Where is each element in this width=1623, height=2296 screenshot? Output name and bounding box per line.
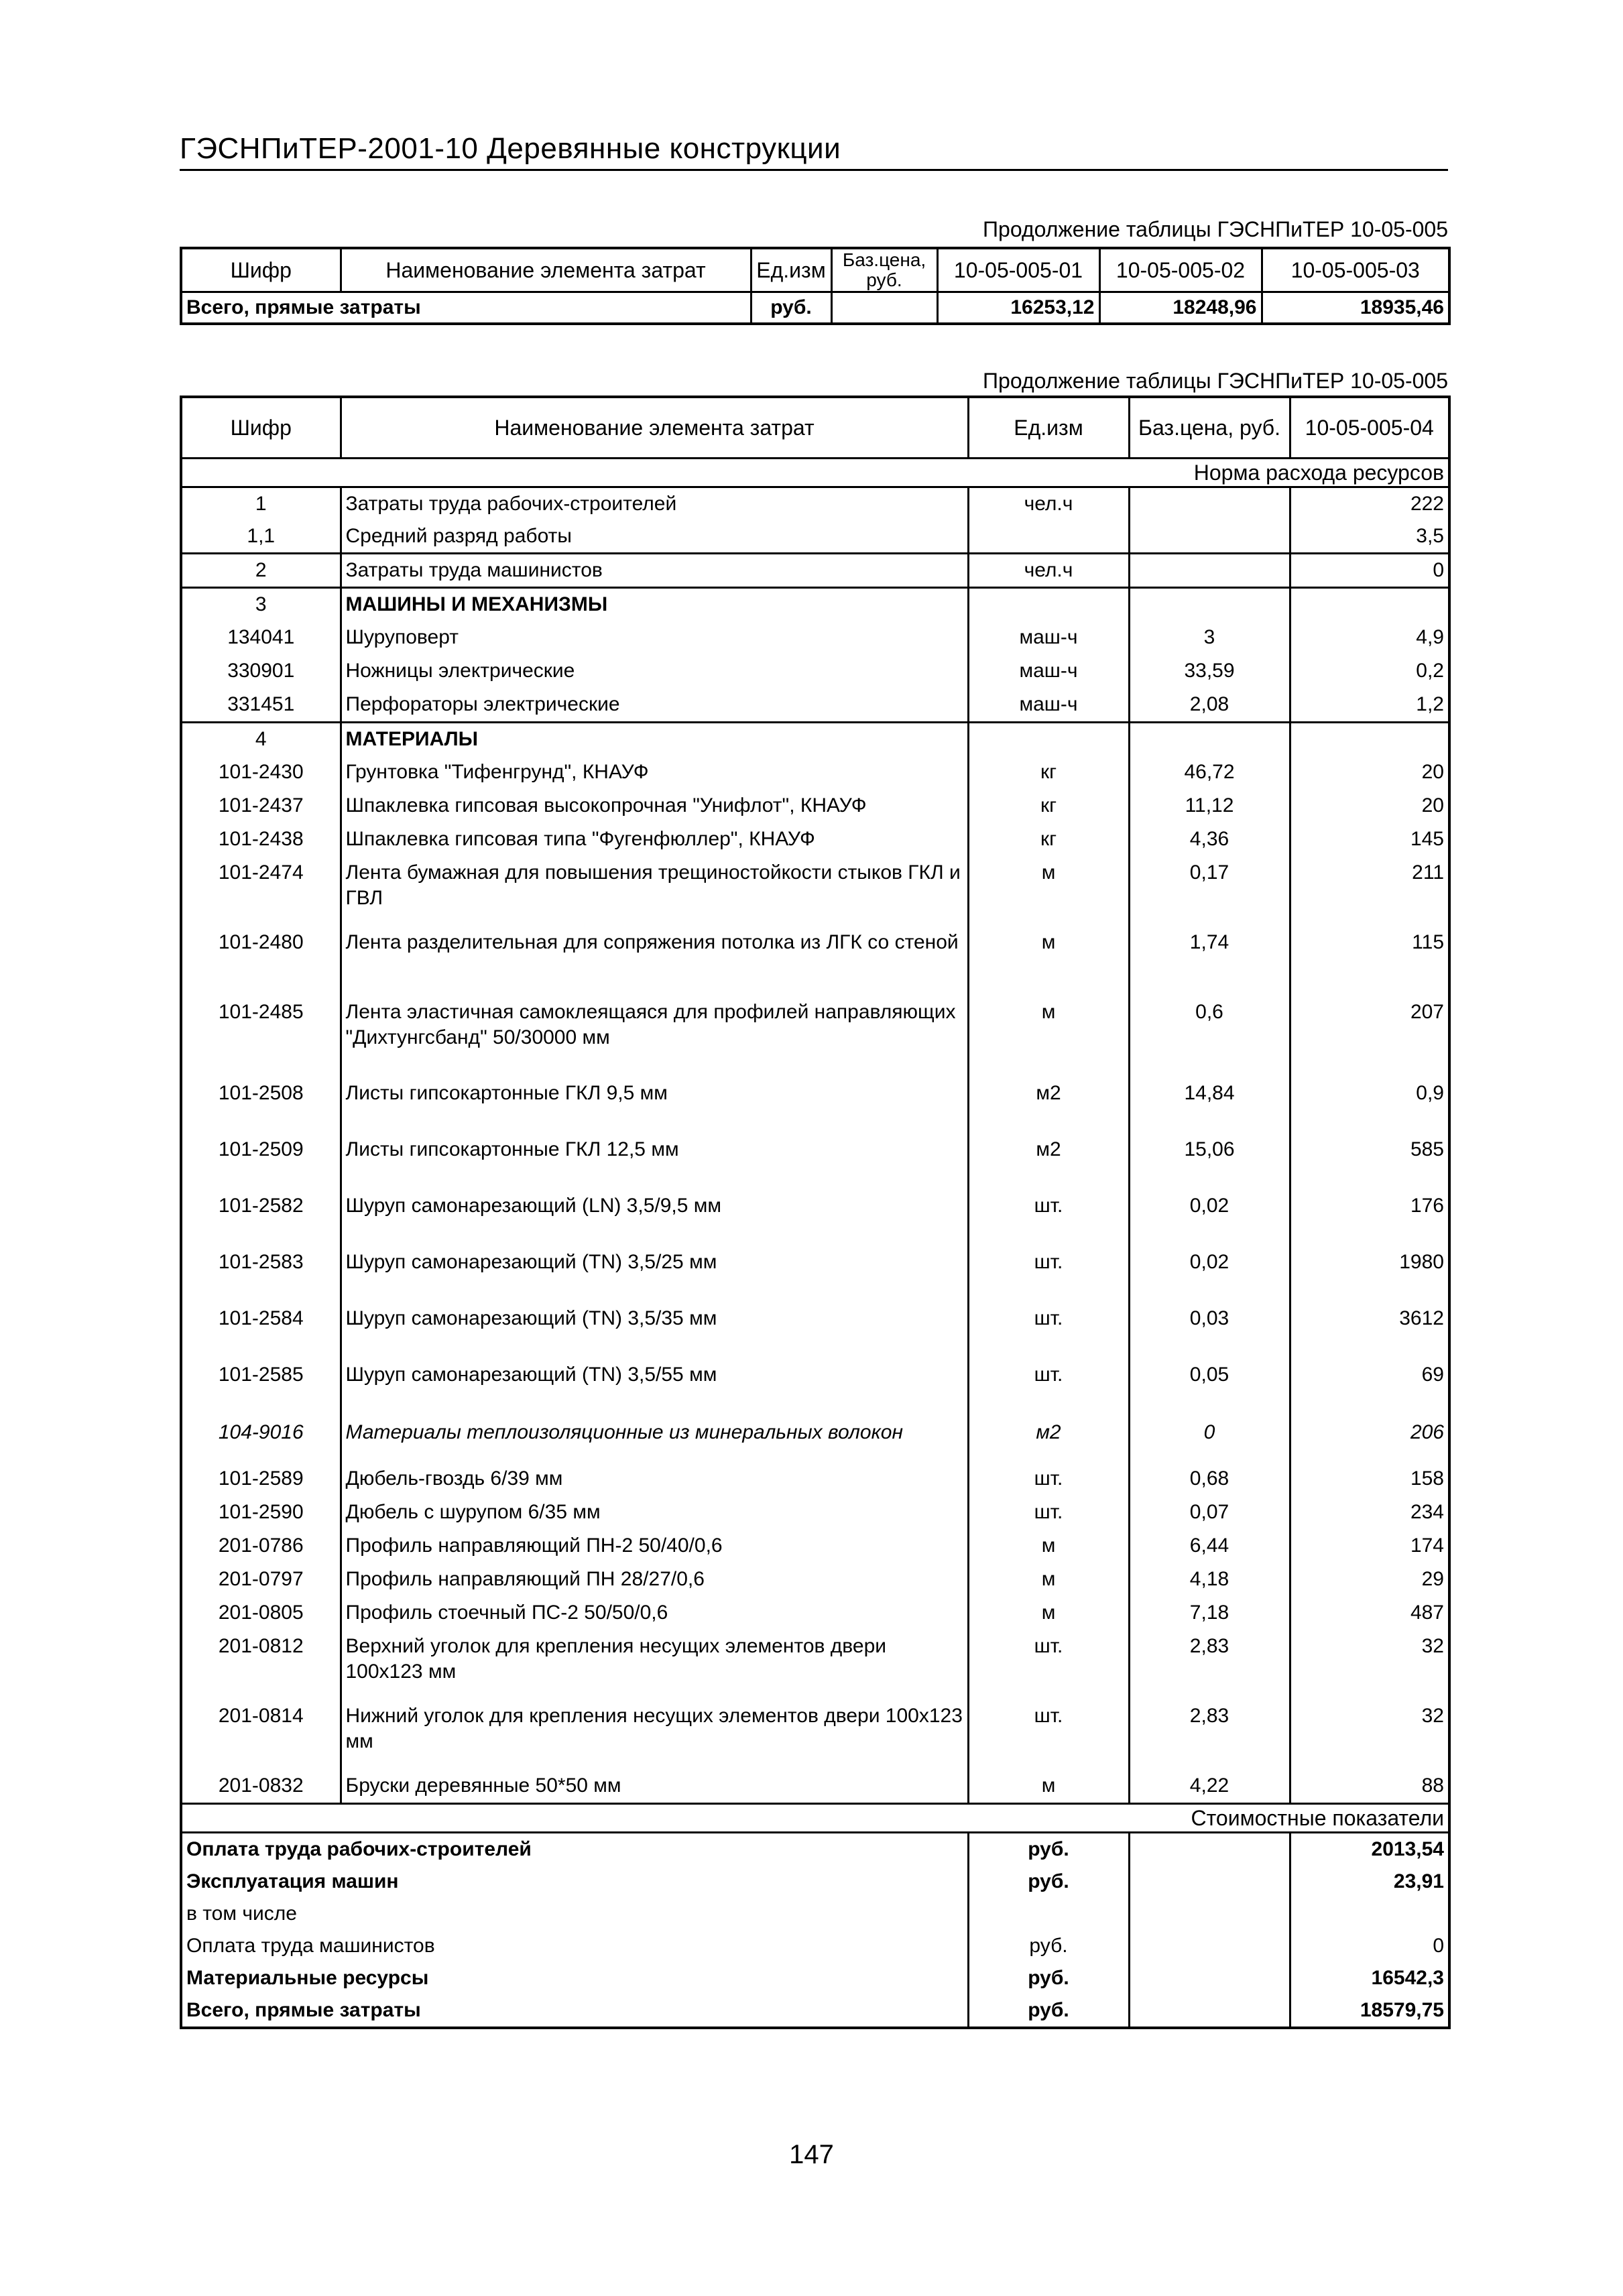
summary-value: 18579,75 — [1290, 1994, 1449, 2028]
table-row — [181, 823, 1449, 856]
row-code: 201-0805 — [181, 1596, 341, 1630]
total-value-02: 18248,96 — [1099, 292, 1262, 324]
summary-value: 16542,3 — [1290, 1962, 1449, 1994]
row-code: 201-0832 — [181, 1769, 341, 1804]
summary-table-caption: Продолжение таблицы ГЭСНПиТЕР 10-05-005 — [983, 217, 1448, 241]
row-unit: маш-ч — [968, 654, 1129, 688]
row-code: 3 — [181, 588, 341, 621]
row-norm: 211 — [1290, 856, 1449, 926]
summary-row — [181, 1866, 1449, 1898]
row-name: Шуруп самонарезающий (TN) 3,5/55 мм — [341, 1347, 968, 1403]
row-norm: 206 — [1290, 1403, 1449, 1462]
row-unit: шт. — [968, 1234, 1129, 1290]
summary-value: 0 — [1290, 1930, 1449, 1962]
row-norm: 585 — [1290, 1122, 1449, 1178]
row-price: 0 — [1129, 1403, 1290, 1462]
row-unit: кг — [968, 823, 1129, 856]
page-number: 147 — [789, 2140, 834, 2169]
row-norm: 3612 — [1290, 1290, 1449, 1347]
row-code: 101-2509 — [181, 1122, 341, 1178]
row-price — [1129, 520, 1290, 554]
row-price: 0,07 — [1129, 1496, 1290, 1529]
row-price: 1,74 — [1129, 926, 1290, 995]
summary-label: Эксплуатация машин — [181, 1866, 968, 1898]
summary-price — [1129, 1898, 1290, 1930]
row-code: 101-2590 — [181, 1496, 341, 1529]
row-unit: шт. — [968, 1347, 1129, 1403]
summary-unit: руб. — [968, 1962, 1129, 1994]
row-norm: 145 — [1290, 823, 1449, 856]
row-code: 101-2582 — [181, 1178, 341, 1234]
row-norm: 487 — [1290, 1596, 1449, 1630]
total-unit: руб. — [751, 292, 831, 324]
summary-label: Всего, прямые затраты — [181, 1994, 968, 2028]
table-row — [181, 1403, 1449, 1462]
summary-price — [1129, 1866, 1290, 1898]
summary-label: в том числе — [181, 1898, 968, 1930]
row-code: 2 — [181, 554, 341, 588]
row-unit: м — [968, 856, 1129, 926]
summary-price — [1129, 1994, 1290, 2028]
row-norm: 176 — [1290, 1178, 1449, 1234]
row-name: Лента бумажная для повышения трещиностойкости стыков ГКЛ и ГВЛ — [341, 856, 968, 926]
row-unit: м — [968, 1563, 1129, 1596]
table-row — [181, 1630, 1449, 1699]
table-row — [181, 789, 1449, 823]
row-norm: 32 — [1290, 1699, 1449, 1769]
row-norm: 4,9 — [1290, 621, 1449, 654]
row-name: Шпаклевка гипсовая типа "Фугенфюллер", КНАУФ — [341, 823, 968, 856]
row-norm: 69 — [1290, 1347, 1449, 1403]
col-header-price: Баз.цена, руб. — [1129, 397, 1290, 459]
row-code: 134041 — [181, 621, 341, 654]
main-table — [180, 396, 1451, 2029]
table-row — [181, 1065, 1449, 1122]
table-row — [181, 688, 1449, 723]
row-name: Лента эластичная самоклеящаяся для профилей направляющих "Дихтунгсбанд" 50/30000 мм — [341, 995, 968, 1065]
row-code: 1 — [181, 487, 341, 521]
row-unit: м — [968, 1529, 1129, 1563]
table-row — [181, 756, 1449, 789]
table-row — [181, 487, 1449, 521]
table-row — [181, 1496, 1449, 1529]
row-unit: м — [968, 995, 1129, 1065]
row-norm: 207 — [1290, 995, 1449, 1065]
table-row — [181, 1178, 1449, 1234]
row-price: 0,05 — [1129, 1347, 1290, 1403]
table-row — [181, 1122, 1449, 1178]
row-code: 101-2437 — [181, 789, 341, 823]
band-resource-norms: Норма расхода ресурсов — [1129, 459, 1449, 487]
table-row — [181, 856, 1449, 926]
row-name: Шуруп самонарезающий (TN) 3,5/25 мм — [341, 1234, 968, 1290]
row-code: 101-2485 — [181, 995, 341, 1065]
summary-value — [1290, 1898, 1449, 1930]
table-row — [181, 995, 1449, 1065]
row-unit: шт. — [968, 1290, 1129, 1347]
row-price: 2,08 — [1129, 688, 1290, 723]
table-row — [181, 926, 1449, 995]
row-name: Профиль направляющий ПН-2 50/40/0,6 — [341, 1529, 968, 1563]
summary-value: 23,91 — [1290, 1866, 1449, 1898]
total-label: Всего, прямые затраты — [181, 292, 751, 324]
row-code: 101-2583 — [181, 1234, 341, 1290]
row-price: 2,83 — [1129, 1699, 1290, 1769]
row-price: 11,12 — [1129, 789, 1290, 823]
row-code: 101-2474 — [181, 856, 341, 926]
row-code: 101-2430 — [181, 756, 341, 789]
row-price: 4,36 — [1129, 823, 1290, 856]
page-header-title: ГЭСНПиТЕР-2001-10 Деревянные конструкции — [180, 131, 1448, 171]
row-norm: 1980 — [1290, 1234, 1449, 1290]
col-header-code: Шифр — [181, 248, 341, 292]
row-unit: кг — [968, 789, 1129, 823]
row-unit: шт. — [968, 1699, 1129, 1769]
row-price: 46,72 — [1129, 756, 1290, 789]
col-header-variant-03: 10-05-005-03 — [1262, 248, 1449, 292]
summary-table — [180, 247, 1451, 325]
row-norm: 234 — [1290, 1496, 1449, 1529]
row-unit: м — [968, 926, 1129, 995]
row-norm: 174 — [1290, 1529, 1449, 1563]
row-price — [1129, 487, 1290, 521]
summary-unit: руб. — [968, 1994, 1129, 2028]
row-code: 1,1 — [181, 520, 341, 554]
table-row — [181, 1563, 1449, 1596]
row-price: 0,68 — [1129, 1462, 1290, 1496]
row-unit: чел.ч — [968, 554, 1129, 588]
total-price — [831, 292, 937, 324]
row-unit: шт. — [968, 1630, 1129, 1699]
row-unit — [968, 520, 1129, 554]
summary-unit: руб. — [968, 1833, 1129, 1866]
col-header-name: Наименование элемента затрат — [341, 397, 968, 459]
row-norm: 0 — [1290, 554, 1449, 588]
col-header-variant-04: 10-05-005-04 — [1290, 397, 1449, 459]
table-row — [181, 723, 1449, 756]
row-price: 6,44 — [1129, 1529, 1290, 1563]
row-code: 201-0797 — [181, 1563, 341, 1596]
row-unit: маш-ч — [968, 688, 1129, 723]
row-name: Дюбель с шурупом 6/35 мм — [341, 1496, 968, 1529]
row-price — [1129, 554, 1290, 588]
row-name: Бруски деревянные 50*50 мм — [341, 1769, 968, 1804]
row-norm: 0,2 — [1290, 654, 1449, 688]
row-code: 201-0812 — [181, 1630, 341, 1699]
row-name: Шуруп самонарезающий (LN) 3,5/9,5 мм — [341, 1178, 968, 1234]
row-name: Нижний уголок для крепления несущих элементов двери 100х123 мм — [341, 1699, 968, 1769]
row-code: 101-2584 — [181, 1290, 341, 1347]
table-row — [181, 1596, 1449, 1630]
row-norm: 0,9 — [1290, 1065, 1449, 1122]
row-price: 3 — [1129, 621, 1290, 654]
row-price: 33,59 — [1129, 654, 1290, 688]
row-unit: м — [968, 1769, 1129, 1804]
row-price: 0,02 — [1129, 1234, 1290, 1290]
row-price: 0,03 — [1129, 1290, 1290, 1347]
summary-row — [181, 1833, 1449, 1866]
summary-row — [181, 1898, 1449, 1930]
row-code: 101-2480 — [181, 926, 341, 995]
summary-label: Материальные ресурсы — [181, 1962, 968, 1994]
row-name: Перфораторы электрические — [341, 688, 968, 723]
summary-label: Оплата труда машинистов — [181, 1930, 968, 1962]
summary-label: Оплата труда рабочих-строителей — [181, 1833, 968, 1866]
row-price: 14,84 — [1129, 1065, 1290, 1122]
row-unit: чел.ч — [968, 487, 1129, 521]
row-norm: 1,2 — [1290, 688, 1449, 723]
row-name: Шпаклевка гипсовая высокопрочная "Унифлот", КНАУФ — [341, 789, 968, 823]
col-header-variant-02: 10-05-005-02 — [1099, 248, 1262, 292]
table-row — [181, 1347, 1449, 1403]
summary-price — [1129, 1833, 1290, 1866]
summary-price — [1129, 1930, 1290, 1962]
row-price — [1129, 588, 1290, 621]
summary-value: 2013,54 — [1290, 1833, 1449, 1866]
row-name: Профиль направляющий ПН 28/27/0,6 — [341, 1563, 968, 1596]
row-name: Верхний уголок для крепления несущих элементов двери 100х123 мм — [341, 1630, 968, 1699]
row-norm: 3,5 — [1290, 520, 1449, 554]
col-header-code: Шифр — [181, 397, 341, 459]
row-norm — [1290, 588, 1449, 621]
row-norm: 115 — [1290, 926, 1449, 995]
col-header-unit: Ед.изм — [751, 248, 831, 292]
row-code: 201-0814 — [181, 1699, 341, 1769]
summary-row — [181, 1962, 1449, 1994]
summary-unit: руб. — [968, 1866, 1129, 1898]
row-code: 101-2585 — [181, 1347, 341, 1403]
row-price: 15,06 — [1129, 1122, 1290, 1178]
row-norm — [1290, 723, 1449, 756]
summary-price — [1129, 1962, 1290, 1994]
row-name: Средний разряд работы — [341, 520, 968, 554]
row-code: 331451 — [181, 688, 341, 723]
row-norm: 20 — [1290, 789, 1449, 823]
col-header-price: Баз.цена, руб. — [831, 248, 937, 292]
col-header-name: Наименование элемента затрат — [341, 248, 751, 292]
row-unit — [968, 723, 1129, 756]
band-cost-indicators: Стоимостные показатели — [1129, 1804, 1449, 1833]
row-norm: 222 — [1290, 487, 1449, 521]
summary-row — [181, 1994, 1449, 2028]
row-price: 7,18 — [1129, 1596, 1290, 1630]
row-name: Профиль стоечный ПС-2 50/50/0,6 — [341, 1596, 968, 1630]
row-code: 101-2589 — [181, 1462, 341, 1496]
row-name: Грунтовка "Тифенгрунд", КНАУФ — [341, 756, 968, 789]
row-unit: м — [968, 1596, 1129, 1630]
main-table-caption: Продолжение таблицы ГЭСНПиТЕР 10-05-005 — [983, 369, 1448, 393]
row-name: Дюбель-гвоздь 6/39 мм — [341, 1462, 968, 1496]
table-row — [181, 1234, 1449, 1290]
row-code: 330901 — [181, 654, 341, 688]
row-name: Затраты труда машинистов — [341, 554, 968, 588]
row-code: 4 — [181, 723, 341, 756]
row-unit — [968, 588, 1129, 621]
row-price: 4,22 — [1129, 1769, 1290, 1804]
summary-unit: руб. — [968, 1930, 1129, 1962]
total-value-03: 18935,46 — [1262, 292, 1449, 324]
row-code: 101-2438 — [181, 823, 341, 856]
row-norm: 158 — [1290, 1462, 1449, 1496]
row-code: 104-9016 — [181, 1403, 341, 1462]
table-row — [181, 1769, 1449, 1804]
row-unit: шт. — [968, 1496, 1129, 1529]
table-row — [181, 654, 1449, 688]
row-price: 0,6 — [1129, 995, 1290, 1065]
table-row — [181, 1699, 1449, 1769]
row-unit: кг — [968, 756, 1129, 789]
row-name: Листы гипсокартонные ГКЛ 9,5 мм — [341, 1065, 968, 1122]
row-name: МАТЕРИАЛЫ — [341, 723, 968, 756]
table-row — [181, 1462, 1449, 1496]
table-row — [181, 1529, 1449, 1563]
row-unit: м2 — [968, 1403, 1129, 1462]
table-row — [181, 520, 1449, 554]
row-unit: м2 — [968, 1122, 1129, 1178]
row-unit: шт. — [968, 1178, 1129, 1234]
row-price: 0,17 — [1129, 856, 1290, 926]
table-row — [181, 621, 1449, 654]
col-header-variant-01: 10-05-005-01 — [937, 248, 1099, 292]
row-price — [1129, 723, 1290, 756]
total-value-01: 16253,12 — [937, 292, 1099, 324]
row-norm: 32 — [1290, 1630, 1449, 1699]
row-norm: 29 — [1290, 1563, 1449, 1596]
row-unit: м2 — [968, 1065, 1129, 1122]
row-price: 0,02 — [1129, 1178, 1290, 1234]
row-code: 201-0786 — [181, 1529, 341, 1563]
row-name: Шуруп самонарезающий (TN) 3,5/35 мм — [341, 1290, 968, 1347]
row-code: 101-2508 — [181, 1065, 341, 1122]
table-row — [181, 554, 1449, 588]
row-name: Шуруповерт — [341, 621, 968, 654]
summary-row — [181, 1930, 1449, 1962]
row-name: Лента разделительная для сопряжения потолка из ЛГК со стеной — [341, 926, 968, 995]
row-norm: 88 — [1290, 1769, 1449, 1804]
row-name: МАШИНЫ И МЕХАНИЗМЫ — [341, 588, 968, 621]
summary-unit — [968, 1898, 1129, 1930]
row-norm: 20 — [1290, 756, 1449, 789]
row-name: Затраты труда рабочих-строителей — [341, 487, 968, 521]
row-name: Листы гипсокартонные ГКЛ 12,5 мм — [341, 1122, 968, 1178]
row-unit: шт. — [968, 1462, 1129, 1496]
row-name: Материалы теплоизоляционные из минеральных волокон — [341, 1403, 968, 1462]
row-unit: маш-ч — [968, 621, 1129, 654]
col-header-unit: Ед.изм — [968, 397, 1129, 459]
row-price: 2,83 — [1129, 1630, 1290, 1699]
row-price: 4,18 — [1129, 1563, 1290, 1596]
table-row — [181, 1290, 1449, 1347]
row-name: Ножницы электрические — [341, 654, 968, 688]
table-row — [181, 588, 1449, 621]
